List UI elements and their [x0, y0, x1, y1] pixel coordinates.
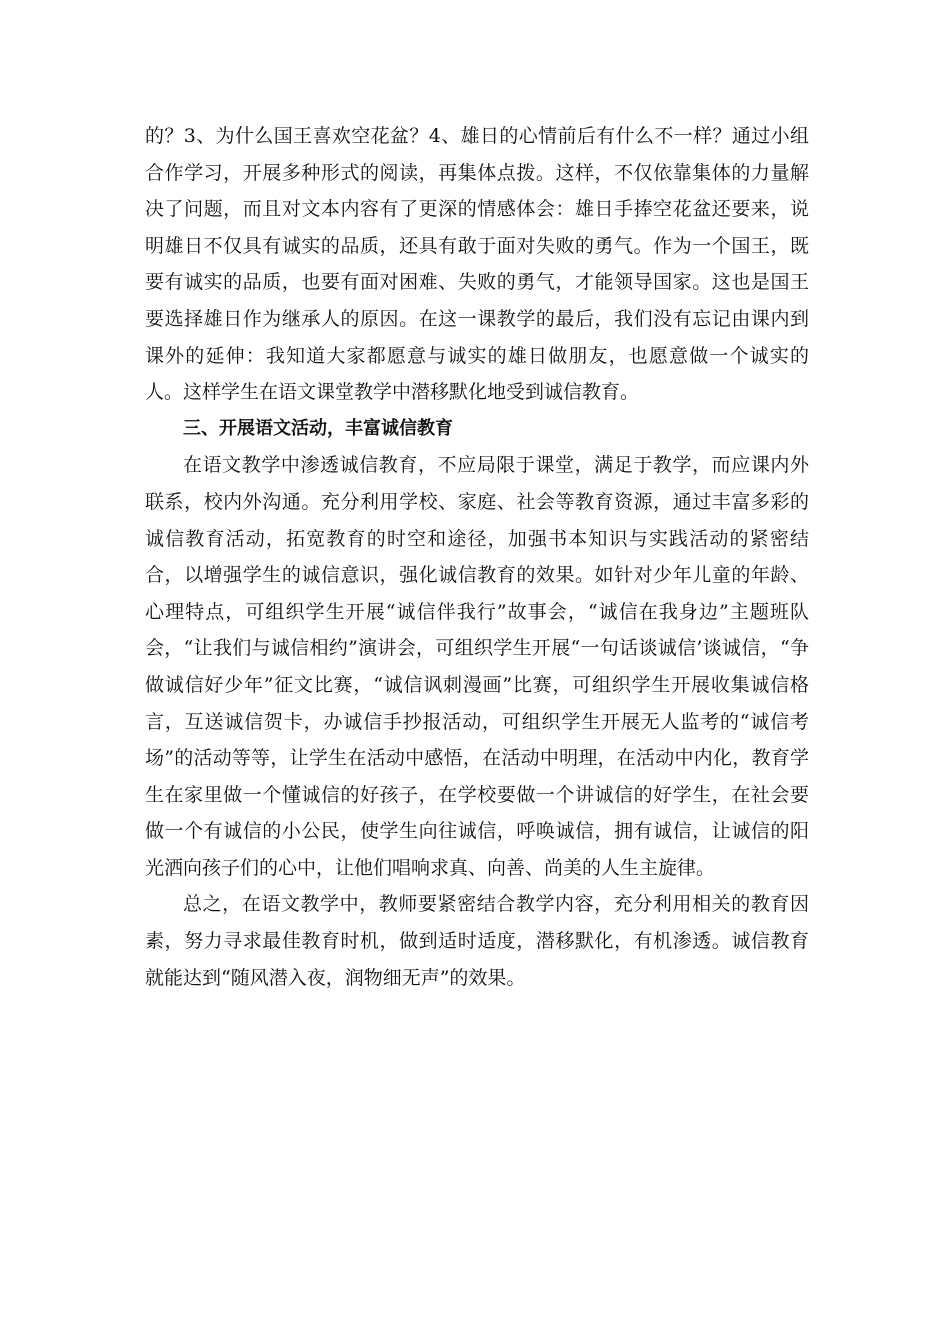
- document-body: [145, 118, 809, 996]
- paragraph-continued: 的？3、为什么国王喜欢空花盆？4、雄日的心情前后有什么不一样？通过小组合作学习，开展多种形式的阅读，再集体点拨。这样，不仅依靠集体的力量解决了问题，而且对文本内容有了更深的情感体会：雄日手捧空花盆还要来，说明雄日不仅具有诚实的品质，还具有敢于面对失败的勇气。作为一个国王，既要有诚实的品质，也要有面对困难、失败的勇气，才能领导国家。这也是国王要选择雄日作为继承人的原因。在这一课教学的最后，我们没有忘记由课内到课外的延伸：我知道大家都愿意与诚实的雄日做朋友，也愿意做一个诚实的人。这样学生在语文课堂教学中潜移默化地受到诚信教育。: [145, 125, 809, 404]
- paragraph-conclusion: 总之，在语文教学中，教师要紧密结合教学内容，充分利用相关的教育因素，努力寻求最佳教育时机，做到适时适度，潜移默化，有机渗透。诚信教育就能达到“随风潜入夜，润物细无声”的效果。: [145, 893, 809, 989]
- section-heading: 三、开展语文活动，丰富诚信教育: [183, 417, 453, 439]
- paragraph-activities: 在语文教学中渗透诚信教育，不应局限于课堂，满足于教学，而应课内外联系，校内外沟通。充分利用学校、家庭、社会等教育资源，通过丰富多彩的诚信教育活动，拓宽教育的时空和途径，加强书本知识与实践活动的紧密结合，以增强学生的诚信意识，强化诚信教育的效果。如针对少年儿童的年龄、心理特点，可组织学生开展“诚信伴我行”故事会，“诚信在我身边”主题班队会，“让我们与诚信相约”演讲会，可组织学生开展“一句话谈诚信’谈诚信，“争做诚信好少年”征文比赛，“诚信讽刺漫画”比赛，可组织学生开展收集诚信格言，互送诚信贺卡，办诚信手抄报活动，可组织学生开展无人监考的“诚信考场”的活动等等，让学生在活动中感悟，在活动中明理，在活动中内化，教育学生在家里做一个懂诚信的好孩子，在学校要做一个讲诚信的好学生，在社会要做一个有诚信的小公民，使学生向往诚信，呼唤诚信，拥有诚信，让诚信的阳光洒向孩子们的心中，让他们唱响求真、向善、尚美的人生主旋律。: [145, 454, 809, 879]
